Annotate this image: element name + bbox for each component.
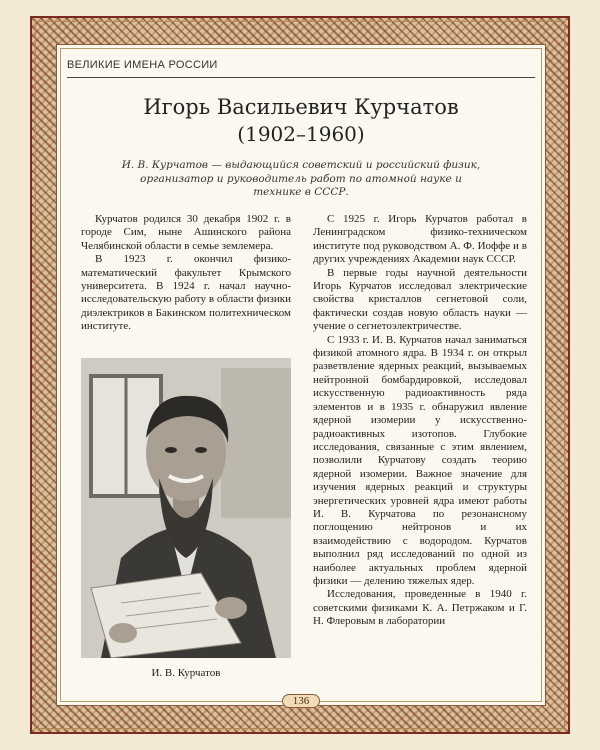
right-paragraph: С 1925 г. Игорь Курчатов работал в Ленинградском физико-техническом институте под руководством А. Ф. Иоффе и в других учреждениях Академии наук СССР. — [313, 213, 527, 266]
right-column — [313, 213, 527, 629]
series-title: ВЕЛИКИЕ ИМЕНА РОССИИ — [67, 59, 218, 71]
right-paragraph: С 1933 г. И. В. Курчатов начал заниматься физикой атомного ядра. В 1934 г. он открыл разветвление ядерных реакций, вызываемых нейтронной бомбардировкой, исследовал искусственную радиоактивность ряда элементов и в 1935 г. обнаружил явление ядерной изомерии у искусственно-радиоактивных изотопов. Глубокие исследования, связанные с этим явлением, позволили Курчатову создать теорию ядерной изомерии. Важное значение для изучения ядерных реакций и структуры энергетических уровней ядра имеют работы И. В. Курчатова по резонансному поглощению нейтронов и их взаимодействию с водородом. Курчатов выполнил ряд исследований по одной из наиболее актуальных проблем ядерной физики — делению тяжелых ядер. — [313, 333, 527, 587]
left-paragraph: Курчатов родился 30 декабря 1902 г. в городе Сим, ныне Ашинского района Челябинской области в семье землемера. — [81, 213, 291, 252]
page-title: Игорь Васильевич Курчатов — [143, 95, 459, 119]
page-number: 136 — [282, 694, 321, 708]
lead-paragraph: И. В. Курчатов — выдающийся советский и российский физик, организатор и руководитель работ по атомной науке и технике в СССР. — [121, 159, 481, 198]
right-paragraph: Исследования, проведенные в 1940 г. советскими физиками К. А. Петржаком и Г. Н. Флеровым в лаборатории — [313, 588, 527, 628]
photo-caption: И. В. Курчатов — [151, 667, 221, 679]
left-column — [81, 213, 291, 334]
life-years: (1902–1960) — [237, 122, 365, 146]
portrait-photo — [81, 358, 291, 658]
page-number-wrap — [57, 689, 545, 708]
header-divider — [67, 77, 535, 78]
portrait-illustration — [81, 358, 291, 658]
right-paragraph: В первые годы научной деятельности Игорь Курчатов исследовал электрические свойства кристаллов сегнетовой соли, фактически создав новую область науки — учение о сегнетоэлектричестве. — [313, 266, 527, 333]
left-paragraph: В 1923 г. окончил физико-математический факультет Крымского университета. В 1924 г. начал научно-исследовательскую работу в области физики диэлектриков в Бакинском политехническом институте. — [81, 253, 291, 333]
content-panel — [56, 44, 546, 706]
